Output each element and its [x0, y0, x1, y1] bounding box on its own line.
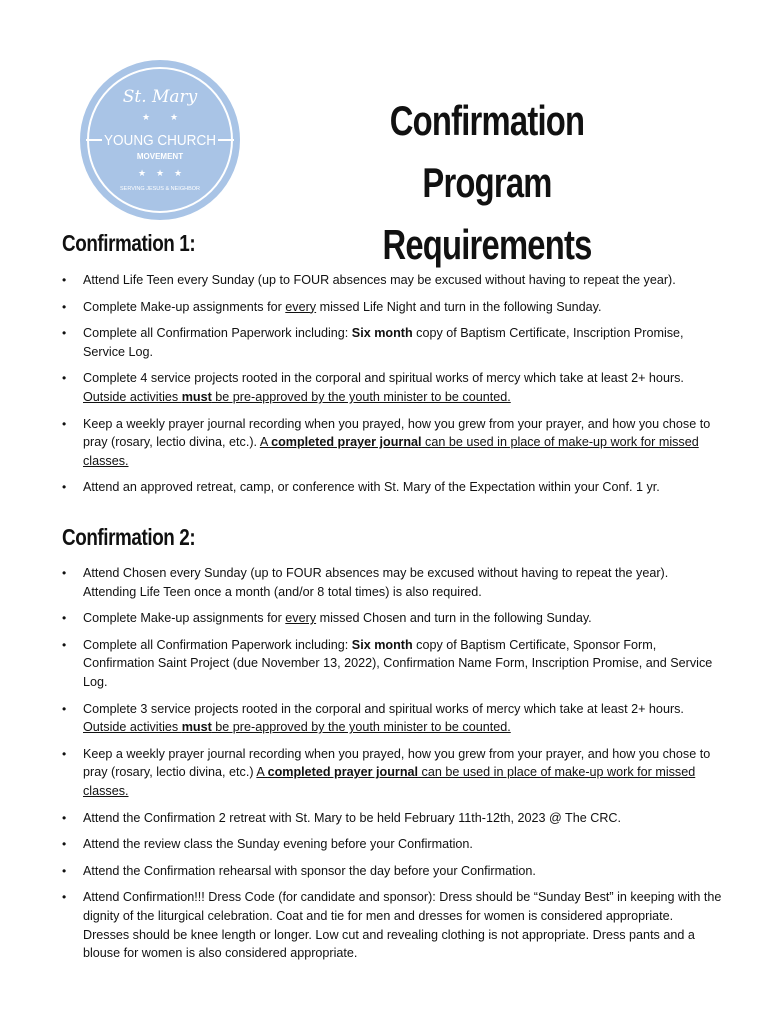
section-heading-confirmation-2: Confirmation 2: — [62, 524, 196, 550]
requirement-text: be pre-approved by the youth minister to be counted. — [211, 389, 511, 404]
requirement-item — [62, 700, 722, 737]
svg-text:★: ★ — [137, 168, 147, 178]
requirement-text: Complete all Confirmation Paperwork including: — [83, 637, 352, 652]
requirement-item — [62, 324, 722, 361]
requirement-text: Six month — [351, 326, 413, 341]
bullet-icon: • — [62, 273, 67, 287]
requirement-text: must — [181, 720, 212, 735]
svg-text:MOVEMENT: MOVEMENT — [136, 152, 184, 161]
requirement-text: every — [285, 299, 317, 314]
bullet-icon: • — [62, 416, 67, 431]
requirement-text: can be used in place of make-up work for missed classes. — [83, 765, 696, 798]
requirement-text: Attend the review class the Sunday evening before your Confirmation. — [83, 837, 473, 852]
requirement-text: missed Chosen and turn in the following Sunday. — [316, 611, 592, 626]
section-heading-confirmation-1: Confirmation 1: — [62, 230, 196, 256]
requirement-item — [62, 636, 722, 692]
requirement-item — [62, 862, 722, 881]
requirement-item — [62, 888, 722, 962]
requirement-text: Complete Make-up assignments for — [83, 611, 286, 626]
requirement-item — [62, 478, 722, 497]
bullet-icon: • — [62, 701, 67, 716]
page-title — [327, 90, 647, 276]
requirement-text: missed Life Night and turn in the following Sunday. — [316, 299, 602, 314]
requirement-text: must — [181, 389, 212, 404]
requirement-text: Keep a weekly prayer journal recording when you prayed, how you grew from your prayer, and how you chose to pray (rosary, lectio divina, etc.). — [83, 416, 711, 450]
requirement-text: Attend the Confirmation 2 retreat with St. Mary to be held February 11th-12th, 2023 @ The CRC. — [83, 810, 622, 825]
svg-text:SERVING JESUS & NEIGHBOR: SERVING JESUS & NEIGHBOR — [120, 186, 201, 192]
bullet-icon: • — [62, 371, 67, 386]
requirement-text: Attend Chosen every Sunday (up to FOUR absences may be excused without having to repeat the year). Attending Life Teen once a month (and/or 8 total times) is also required. — [83, 566, 669, 599]
bullet-icon: • — [62, 837, 67, 852]
st-mary-young-church-logo — [78, 58, 242, 222]
bullet-icon: • — [62, 637, 67, 652]
requirement-text: Attend Life Teen every Sunday (up to FOUR absences may be excused without having to repeat the year). — [83, 273, 676, 287]
bullet-icon: • — [62, 890, 67, 905]
requirement-item — [62, 271, 722, 290]
svg-text:★: ★ — [155, 168, 165, 178]
requirement-item — [62, 609, 722, 628]
svg-text:★: ★ — [169, 112, 179, 122]
requirement-text: copy of Baptism Certificate, Inscription Promise, Service Log. — [83, 326, 684, 359]
requirement-text: Attend an approved retreat, camp, or conference with St. Mary of the Expectation within your Conf. 1 yr. — [83, 480, 660, 495]
requirement-text: be pre-approved by the youth minister to be counted. — [211, 720, 511, 735]
requirement-text: Outside activities — [83, 720, 182, 735]
svg-text:St. Mary: St. Mary — [122, 87, 198, 107]
requirement-text: copy of Baptism Certificate, Sponsor Form, Confirmation Saint Project (due November 13, 2022), Confirmation Name Form, Inscription Promise, and Service Log. — [83, 637, 713, 689]
bullet-icon: • — [62, 810, 67, 825]
requirement-item — [62, 564, 722, 601]
bullet-icon: • — [62, 863, 67, 878]
requirement-item — [62, 809, 722, 828]
requirement-text: completed prayer journal — [271, 435, 422, 450]
requirement-text: A — [256, 765, 268, 780]
requirement-text: Complete Make-up assignments for — [83, 299, 286, 314]
svg-text:YOUNG CHURCH: YOUNG CHURCH — [104, 132, 216, 149]
requirement-text: completed prayer journal — [267, 765, 419, 780]
requirement-text: A — [259, 435, 272, 450]
bullet-icon: • — [62, 746, 67, 761]
requirement-text: Complete 4 service projects rooted in the corporal and spiritual works of mercy which take at least 2+ hours. — [83, 371, 684, 386]
requirement-text: Outside activities — [83, 389, 182, 404]
confirmation-2-requirements-list — [62, 564, 722, 963]
confirmation-1-requirements-list — [62, 271, 722, 497]
bullet-icon: • — [62, 566, 67, 580]
requirement-item — [62, 298, 722, 317]
bullet-icon: • — [62, 299, 67, 314]
requirement-text: can be used in place of make-up work for missed classes. — [83, 435, 699, 468]
requirement-text: Six month — [351, 637, 413, 652]
title-line-1: Confirmation Program — [389, 97, 585, 206]
requirement-text: Attend the Confirmation rehearsal with sponsor the day before your Confirmation. — [83, 863, 536, 878]
bullet-icon: • — [62, 480, 67, 495]
requirement-text: every — [285, 611, 317, 626]
svg-text:★: ★ — [141, 112, 151, 122]
requirement-item — [62, 745, 722, 801]
requirement-item — [62, 369, 722, 406]
requirement-text: Keep a weekly prayer journal recording when you prayed, how you grew from your prayer, and how you chose to pray (rosary, lectio divina, etc.) — [83, 746, 711, 780]
requirement-text: Attend Confirmation!!! Dress Code (for candidate and sponsor): Dress should be “Sunday Best” in keeping with the dignity of the liturgical celebration. Coat and tie for men and dresses for women is considered appropriate. Dresses should be knee length or longer. Low cut and revealing clothing is not appropriate. Dress pants and a blouse for women is also considered appropriate. — [83, 890, 722, 961]
title-line-2: Requirements — [382, 221, 592, 268]
requirement-text: Complete 3 service projects rooted in the corporal and spiritual works of mercy which take at least 2+ hours. — [83, 701, 684, 716]
requirement-text: Complete all Confirmation Paperwork including: — [83, 326, 352, 341]
svg-text:★: ★ — [173, 168, 183, 178]
bullet-icon: • — [62, 326, 67, 341]
logo-seal — [78, 58, 242, 222]
bullet-icon: • — [62, 611, 67, 626]
requirement-item — [62, 835, 722, 854]
requirement-item — [62, 415, 722, 471]
